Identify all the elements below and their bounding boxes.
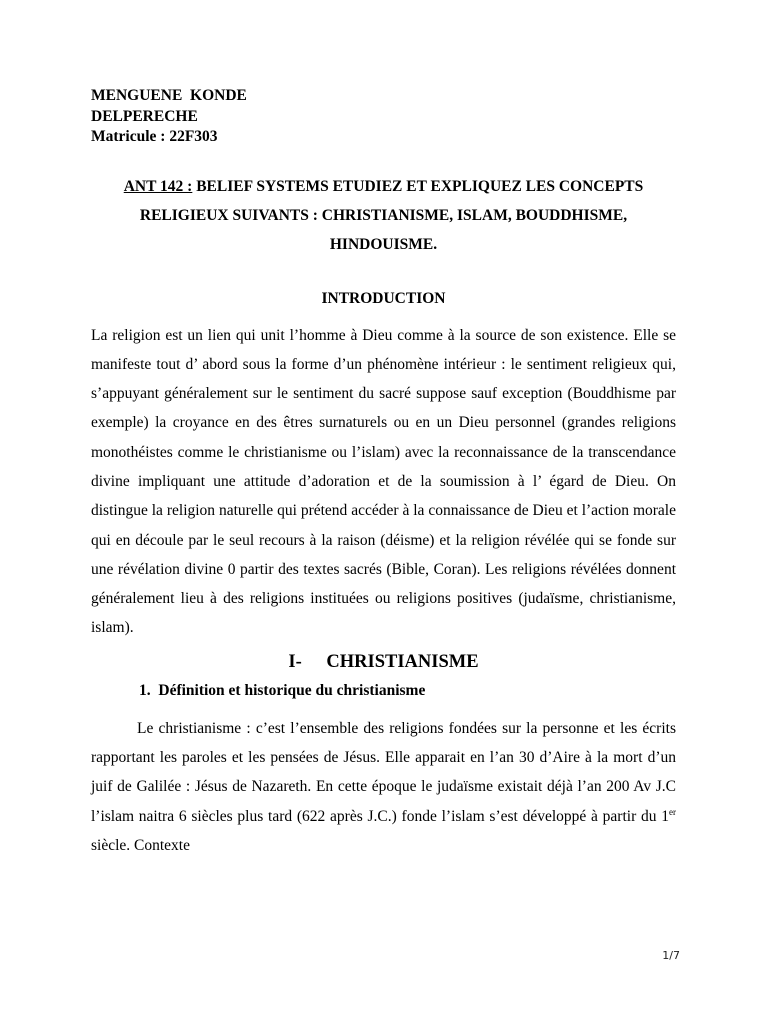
course-code: ANT 142 : [123,177,193,195]
subsection-number: 1. [139,681,151,699]
subsection-heading [139,680,676,702]
section-title: CHRISTIANISME [326,651,479,672]
subsection-title: Définition et historique du christianisme [158,681,426,699]
document-page [91,86,676,860]
section-number: I- [288,651,302,672]
page-number: 1/7 [662,949,680,962]
author-block [91,86,676,148]
christianisme-text-end: siècle. Contexte [91,836,190,854]
document-title [91,172,676,259]
author-surname: DELPERECHE [91,107,198,125]
section-heading [91,650,676,674]
christianisme-paragraph [91,714,676,860]
introduction-heading: INTRODUCTION [321,289,446,307]
author-name: MENGUENE KONDE [91,87,247,104]
assignment-title: BELIEF SYSTEMS ETUDIEZ ET EXPLIQUEZ LES CONCEPTS RELIGIEUX SUIVANTS : CHRISTIANISME, ISLAM, BOUDDHISME, HINDOUISME. [139,177,644,253]
christianisme-text: Le christianisme : c’est l’ensemble des religions fondées sur la personne et les écrits rapportant les paroles et les pensées de Jésus. Elle apparait en l’an 30 d’Aire à la mort d’un juif de Galilée : Jésus de Nazareth. En cette époque le judaïsme existait déjà l’an 200 Av J.C l’islam naitra 6 siècles plus tard (622 après J.C.) fonde l’islam s’est développé à partir du 1 [91,719,676,825]
introduction-paragraph: La religion est un lien qui unit l’homme à Dieu comme à la source de son existence. Elle se manifeste tout d’ abord sous la forme d’un phénomène intérieur : le sentiment religieux qui, s’appuyant généralement sur le sentiment du sacré suppose sauf exception (Bouddhisme par exemple) la croyance en des êtres surnaturels ou en un Dieu personnel (grandes religions monothéistes comme le christianisme ou l’islam) avec la reconnaissance de la transcendance divine impliquant une attitude d’adoration et de la soumission à l’ égard de Dieu. On distingue la religion naturelle qui prétend accéder à la connaissance de Dieu et l’action morale qui en découle par le seul recours à la raison (déisme) et la religion révélée qui se fonde sur une révélation divine 0 partir des textes sacrés (Bible, Coran). Les religions révélées donnent généralement lieu à des religions instituées ou religions positives (judaïsme, christianisme, islam). [91,326,676,637]
author-matricule: Matricule : 22F303 [91,128,218,145]
superscript-er: er [669,806,676,817]
